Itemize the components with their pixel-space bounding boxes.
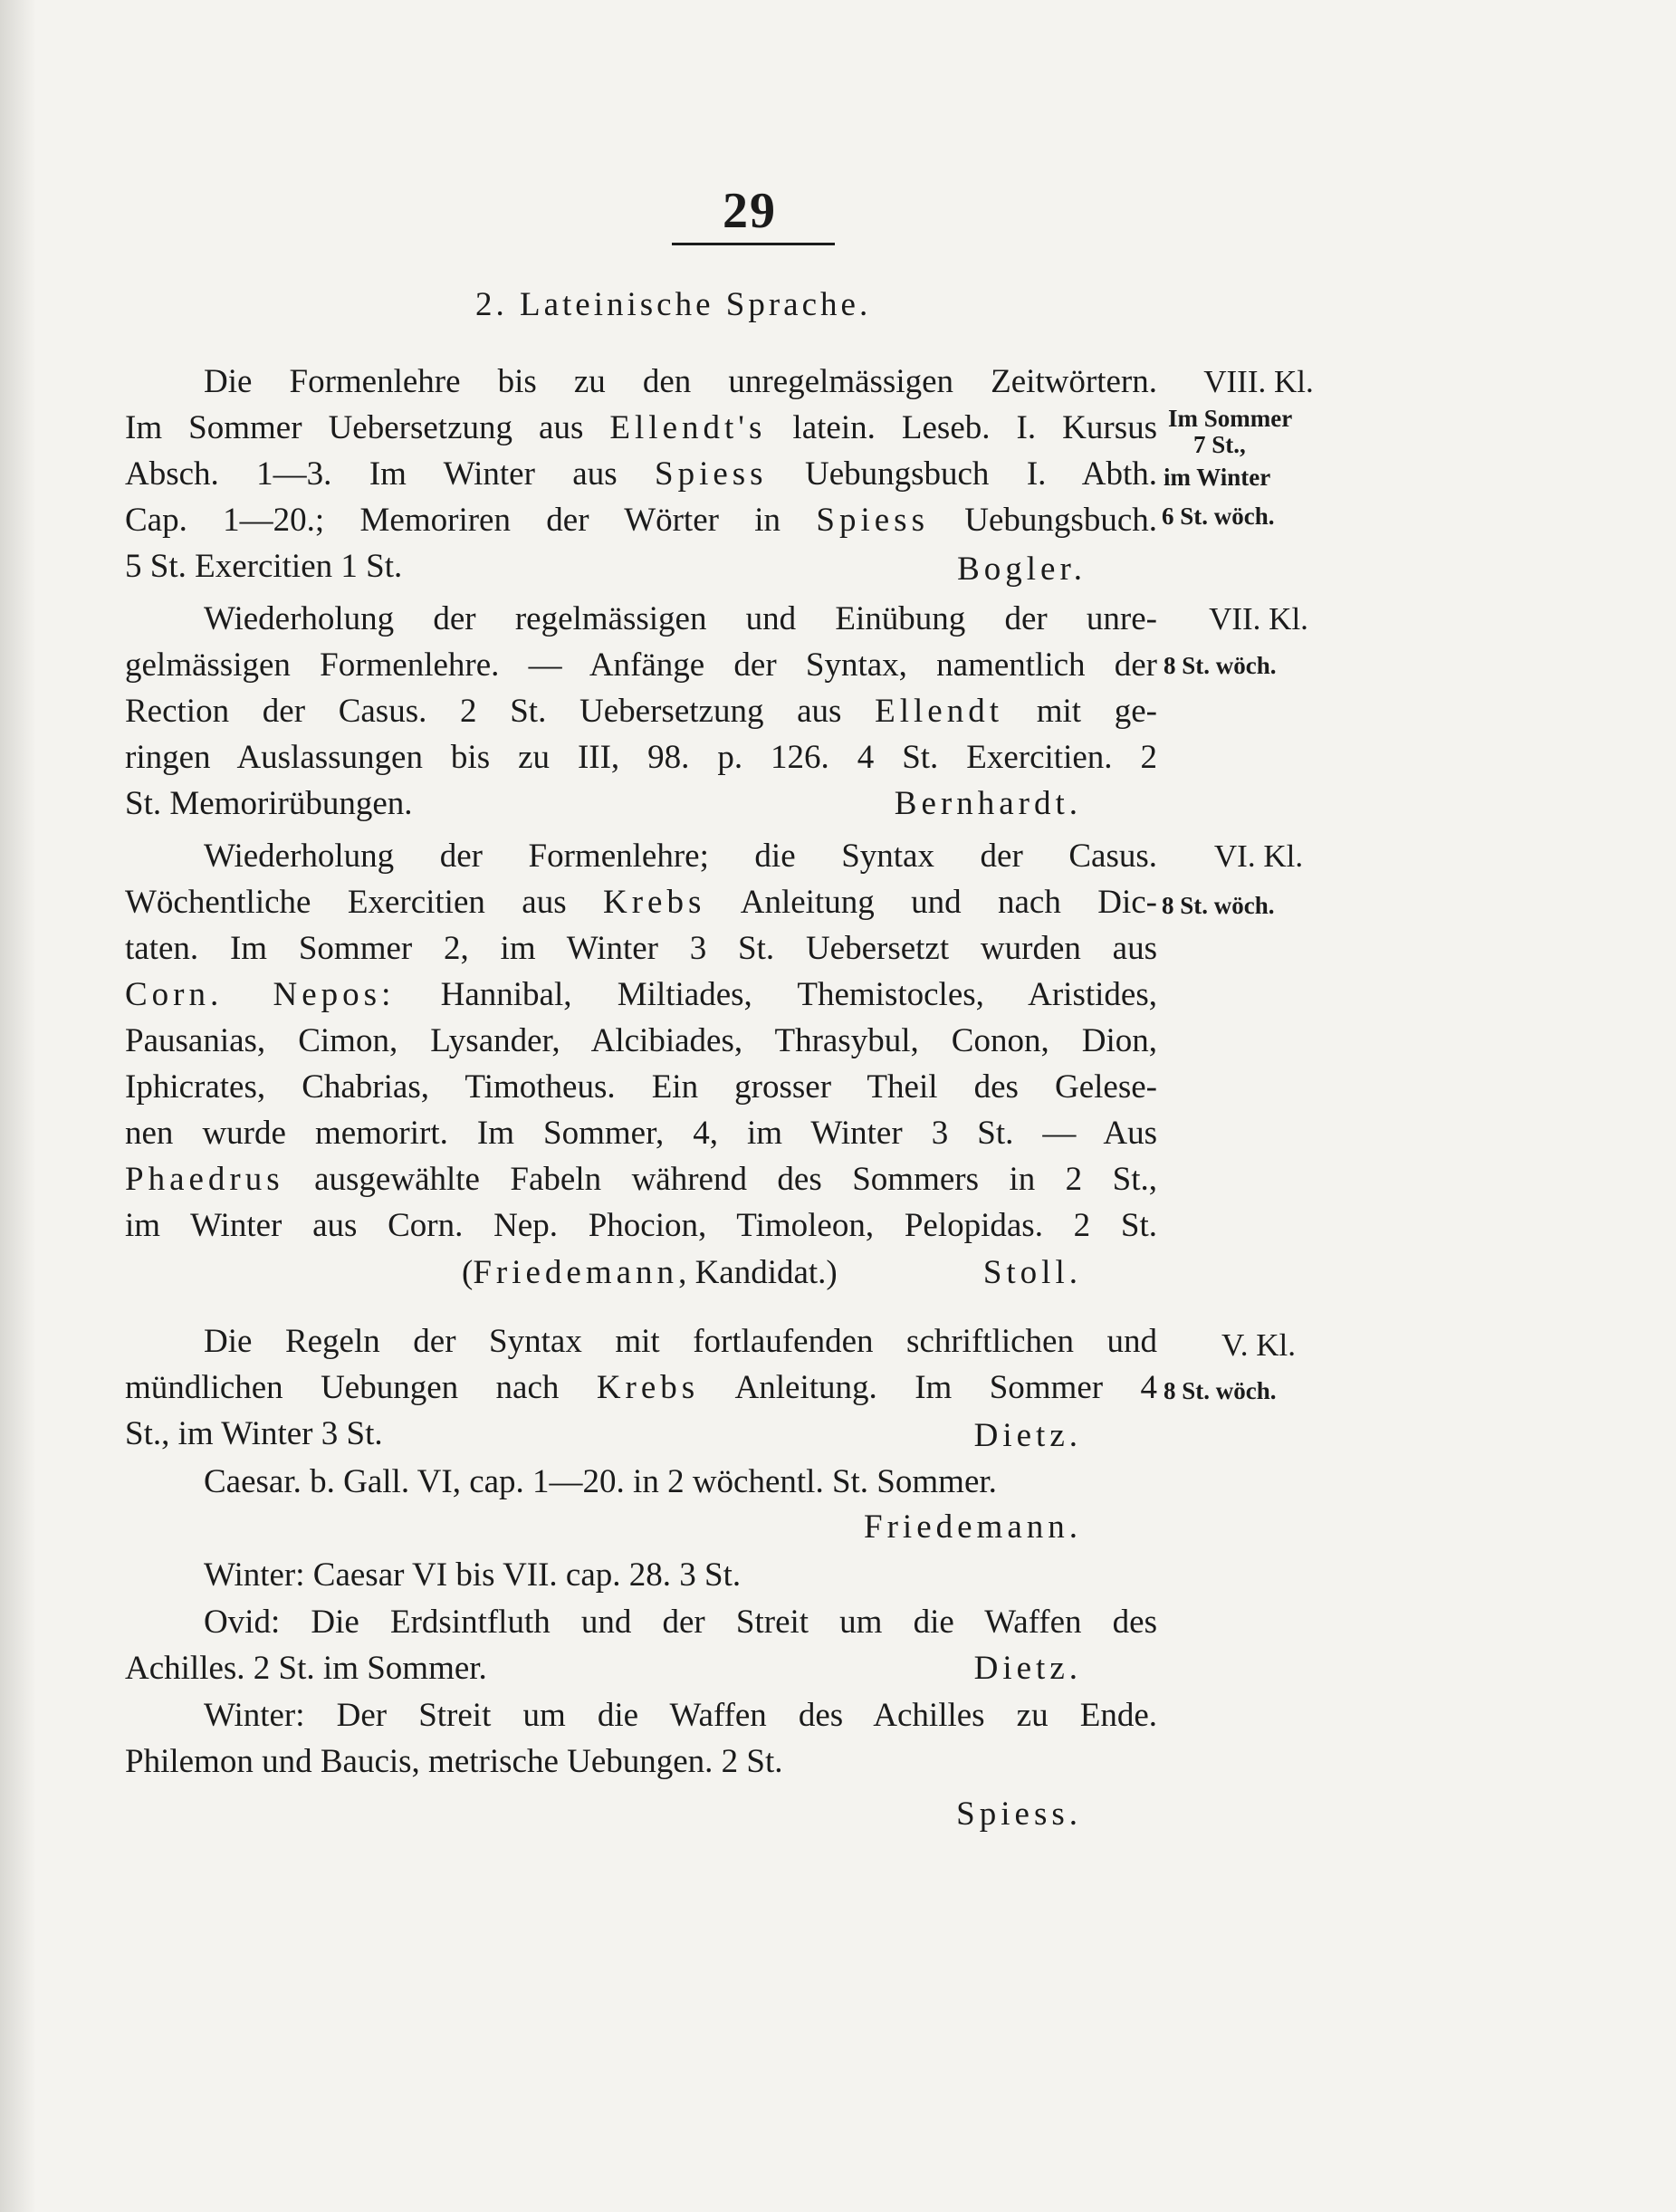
text-line: Cap. 1—20.; Memoriren der Wörter in Spiess Uebungsbuch. [125, 502, 1158, 539]
class-label: VII. Kl. [1209, 601, 1308, 637]
text-line: ringen Auslassungen bis zu III, 98. p. 126. 4 St. Exercitien. 2 [125, 739, 1157, 776]
text-line: Im Sommer Uebersetzung aus Ellendt's latein. Leseb. I. Kursus [125, 409, 1157, 446]
hours-note: im Winter [1164, 464, 1271, 491]
text-line: Wiederholung der regelmässigen und Einübung der unre- [204, 600, 1157, 637]
text-line: taten. Im Sommer 2, im Winter 3 St. Uebersetzt wurden aus [125, 930, 1157, 967]
teacher-name: Stoll. [982, 1254, 1082, 1291]
text-line: St. Memorirübungen. [125, 785, 413, 822]
text-line: nen wurde memorirt. Im Sommer, 4, im Winter 3 St. — Aus [125, 1115, 1157, 1152]
text-line: Rection der Casus. 2 St. Uebersetzung aus Ellendt mit ge- [125, 693, 1157, 730]
hours-note: 6 St. wöch. [1162, 503, 1275, 530]
page-edge-shadow [0, 0, 36, 2212]
text-line: Winter: Caesar VI bis VII. cap. 28. 3 St. [204, 1556, 742, 1594]
section-heading: 2. Lateinische Sprache. [475, 286, 872, 323]
teacher-name: Dietz. [973, 1650, 1082, 1687]
text-line: im Winter aus Corn. Nep. Phocion, Timoleon, Pelopidas. 2 St. [125, 1207, 1157, 1244]
teacher-name: Bernhardt. [894, 785, 1082, 822]
text-line: Phaedrus ausgewählte Fabeln während des Sommers in 2 St., [125, 1161, 1157, 1198]
text-line: mündlichen Uebungen nach Krebs Anleitung. Im Sommer 4 [125, 1369, 1157, 1406]
text-line: Die Formenlehre bis zu den unregelmässigen Zeitwörtern. [204, 363, 1157, 400]
teacher-name: Friedemann. [864, 1508, 1082, 1546]
page-number: 29 [723, 183, 777, 239]
text-line: Iphicrates, Chabrias, Timotheus. Ein grosser Theil des Gelese- [125, 1068, 1157, 1106]
text-line: Absch. 1—3. Im Winter aus Spiess Uebungsbuch I. Abth. [125, 455, 1157, 493]
hours-note: 8 St. wöch. [1162, 892, 1275, 919]
hours-note: 8 St. wöch. [1164, 1377, 1277, 1404]
class-label: VI. Kl. [1213, 838, 1304, 874]
text-line: St., im Winter 3 St. [125, 1415, 383, 1452]
text-line: Philemon und Baucis, metrische Uebungen. 2 St. [125, 1743, 783, 1780]
text-line: Caesar. b. Gall. VI, cap. 1—20. in 2 wöchentl. St. Sommer. [204, 1463, 997, 1500]
text-line: Pausanias, Cimon, Lysander, Alcibiades, Thrasybul, Conon, Dion, [125, 1022, 1157, 1059]
text-line: 5 St. Exercitien 1 St. [125, 548, 403, 585]
text-line: Corn. Nepos: Hannibal, Miltiades, Themistocles, Aristides, [125, 976, 1157, 1013]
text-line: gelmässigen Formenlehre. — Anfänge der Syntax, namentlich der [125, 646, 1157, 684]
teacher-name: Spiess. [956, 1795, 1082, 1833]
text-line: Die Regeln der Syntax mit fortlaufenden schriftlichen und [204, 1323, 1157, 1360]
text-line: Ovid: Die Erdsintfluth und der Streit um die Waffen des [204, 1604, 1157, 1641]
class-label: VIII. Kl. [1203, 364, 1314, 399]
text-line: (Friedemann, Kandidat.) [462, 1254, 838, 1291]
text-line: Achilles. 2 St. im Sommer. [125, 1650, 487, 1687]
hours-note: Im Sommer [1168, 405, 1293, 432]
text-line: Wöchentliche Exercitien aus Krebs Anleitung und nach Dic- [125, 884, 1157, 921]
hours-note: 7 St., [1193, 431, 1246, 458]
text-line: Wiederholung der Formenlehre; die Syntax der Casus. [204, 838, 1157, 875]
hours-note: 8 St. wöch. [1164, 652, 1277, 679]
class-label: V. Kl. [1221, 1327, 1296, 1363]
teacher-name: Dietz. [973, 1417, 1082, 1454]
text-line: Winter: Der Streit um die Waffen des Achilles zu Ende. [204, 1697, 1157, 1734]
teacher-name: Bogler. [957, 551, 1087, 588]
page-number-rule [672, 243, 835, 245]
